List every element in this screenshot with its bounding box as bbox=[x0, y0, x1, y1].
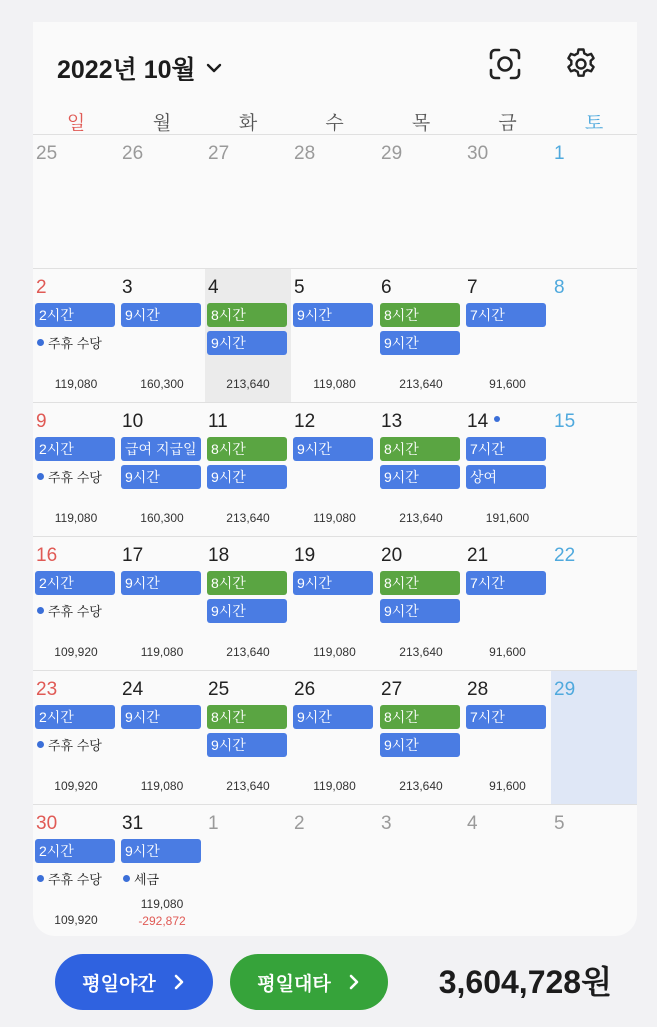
day-cell[interactable] bbox=[378, 671, 464, 805]
day-number-text: 2 bbox=[36, 277, 47, 298]
day-number bbox=[294, 813, 305, 835]
day-cell[interactable] bbox=[291, 537, 378, 671]
day-number bbox=[294, 545, 315, 567]
day-cell[interactable] bbox=[551, 671, 637, 805]
day-number bbox=[208, 411, 228, 433]
day-number bbox=[467, 411, 500, 433]
work-shift-event[interactable]: 2시간 bbox=[35, 705, 115, 729]
work-shift-event[interactable]: 8시간 bbox=[380, 571, 460, 595]
day-cell[interactable] bbox=[205, 537, 291, 671]
chevron-down-icon bbox=[204, 58, 224, 78]
day-number-text: 19 bbox=[294, 545, 316, 566]
week-row bbox=[33, 402, 637, 536]
work-shift-event[interactable]: 8시간 bbox=[207, 705, 287, 729]
month-selector[interactable] bbox=[57, 50, 224, 86]
day-number bbox=[294, 411, 315, 433]
daily-pay-amount: 119,080 bbox=[54, 377, 98, 391]
weekday-substitute-button[interactable] bbox=[230, 954, 388, 1010]
day-cell[interactable] bbox=[119, 403, 205, 537]
allowance-tag-text: 주휴 수당 bbox=[48, 336, 102, 351]
daily-pay-amount: 160,300 bbox=[140, 377, 184, 391]
day-cell[interactable] bbox=[464, 269, 551, 403]
daily-pay-amount: 213,640 bbox=[226, 377, 270, 391]
day-number-text: 5 bbox=[294, 277, 305, 298]
work-shift-event[interactable]: 2시간 bbox=[35, 571, 115, 595]
day-number-text: 14 bbox=[467, 411, 489, 432]
day-cell[interactable] bbox=[205, 805, 291, 936]
day-cell[interactable] bbox=[119, 269, 205, 403]
day-number bbox=[467, 679, 488, 701]
day-number bbox=[122, 143, 143, 165]
allowance-tag bbox=[37, 467, 102, 486]
day-number-text: 13 bbox=[381, 411, 403, 432]
day-number-text: 7 bbox=[467, 277, 478, 298]
day-number-text: 30 bbox=[36, 813, 58, 834]
weekday-night-label: 평일야간 bbox=[82, 973, 156, 995]
day-number-text: 12 bbox=[294, 411, 316, 432]
day-number bbox=[122, 545, 143, 567]
day-number-text: 1 bbox=[554, 143, 565, 164]
daily-pay-amount: 191,600 bbox=[485, 511, 530, 525]
day-cell[interactable] bbox=[378, 135, 464, 269]
work-shift-event[interactable]: 8시간 bbox=[380, 437, 460, 461]
day-number-text: 2 bbox=[294, 813, 305, 834]
day-number bbox=[467, 277, 478, 299]
day-number bbox=[554, 143, 565, 165]
day-number bbox=[122, 813, 143, 835]
work-shift-event[interactable]: 8시간 bbox=[380, 303, 460, 327]
work-shift-event[interactable]: 9시간 bbox=[207, 733, 287, 757]
day-number bbox=[208, 679, 229, 701]
allowance-tag bbox=[123, 869, 159, 888]
work-shift-event[interactable]: 9시간 bbox=[207, 599, 287, 623]
day-number bbox=[294, 143, 315, 165]
work-shift-event[interactable]: 7시간 bbox=[466, 705, 546, 729]
bullet-icon bbox=[37, 741, 44, 748]
daily-pay-amount: 91,600 bbox=[489, 645, 526, 659]
month-title: 2022년 10월 bbox=[57, 56, 196, 84]
daily-pay-amount: 213,640 bbox=[399, 511, 443, 525]
day-number-text: 25 bbox=[208, 679, 230, 700]
weekday-label: 수 bbox=[325, 113, 344, 134]
day-number bbox=[381, 411, 402, 433]
daily-pay-amount: 213,640 bbox=[399, 779, 443, 793]
chevron-right-icon bbox=[347, 973, 361, 991]
day-cell[interactable] bbox=[33, 135, 119, 269]
day-cell[interactable] bbox=[33, 537, 119, 671]
allowance-tag bbox=[37, 333, 102, 352]
daily-pay-amount: 119,080 bbox=[313, 511, 356, 525]
work-shift-event[interactable]: 9시간 bbox=[207, 331, 287, 355]
day-number-text: 18 bbox=[208, 545, 230, 566]
day-number bbox=[381, 679, 402, 701]
day-number-text: 22 bbox=[554, 545, 576, 566]
day-cell[interactable] bbox=[33, 269, 119, 403]
day-cell[interactable] bbox=[291, 135, 378, 269]
day-number-text: 11 bbox=[208, 411, 228, 432]
bullet-icon bbox=[37, 339, 44, 346]
work-shift-event[interactable]: 9시간 bbox=[121, 465, 201, 489]
day-cell[interactable] bbox=[551, 805, 637, 936]
work-shift-event[interactable]: 9시간 bbox=[293, 571, 373, 595]
work-shift-event[interactable]: 9시간 bbox=[380, 599, 460, 623]
work-shift-event[interactable]: 8시간 bbox=[207, 303, 287, 327]
day-number bbox=[208, 277, 219, 299]
day-cell[interactable] bbox=[464, 135, 551, 269]
daily-pay-amount: 213,640 bbox=[226, 645, 270, 659]
daily-pay-amount: 213,640 bbox=[226, 779, 270, 793]
day-number-text: 25 bbox=[36, 143, 58, 164]
work-shift-event[interactable]: 7시간 bbox=[466, 571, 546, 595]
weekday-label: 금 bbox=[498, 113, 517, 134]
day-number bbox=[554, 545, 575, 567]
day-cell[interactable] bbox=[551, 135, 637, 269]
day-number-text: 26 bbox=[294, 679, 316, 700]
daily-pay-amount: 109,920 bbox=[54, 779, 98, 793]
day-number-text: 1 bbox=[208, 813, 219, 834]
daily-pay-amount: 213,640 bbox=[226, 511, 270, 525]
allowance-tag-text: 주휴 수당 bbox=[48, 738, 102, 753]
day-number bbox=[122, 411, 143, 433]
day-number-text: 29 bbox=[381, 143, 403, 164]
daily-pay-amount: 91,600 bbox=[489, 377, 526, 391]
day-number-text: 27 bbox=[208, 143, 230, 164]
day-number-text: 4 bbox=[208, 277, 219, 298]
day-number bbox=[36, 679, 57, 701]
work-shift-event[interactable]: 8시간 bbox=[207, 571, 287, 595]
bullet-icon bbox=[37, 875, 44, 882]
day-number bbox=[381, 813, 392, 835]
day-number bbox=[467, 545, 488, 567]
day-number bbox=[554, 411, 575, 433]
daily-pay-amount: 119,080 bbox=[140, 897, 184, 911]
day-number-text: 28 bbox=[294, 143, 316, 164]
day-number bbox=[36, 143, 57, 165]
work-shift-event[interactable]: 9시간 bbox=[380, 465, 460, 489]
allowance-tag-text: 주휴 수당 bbox=[48, 470, 102, 485]
daily-pay-amount: 119,080 bbox=[313, 779, 356, 793]
daily-pay-amount: 119,080 bbox=[313, 377, 356, 391]
daily-pay-amount: 119,080 bbox=[313, 645, 356, 659]
allowance-tag bbox=[37, 601, 102, 620]
day-number-text: 5 bbox=[554, 813, 565, 834]
day-number-text: 28 bbox=[467, 679, 489, 700]
total-amount: 3,604,728원 bbox=[438, 964, 612, 1000]
daily-pay-amount: 213,640 bbox=[399, 645, 443, 659]
day-number bbox=[467, 813, 478, 835]
day-number bbox=[122, 679, 143, 701]
day-number bbox=[208, 813, 219, 835]
chevron-right-icon bbox=[172, 973, 186, 991]
day-number-text: 15 bbox=[554, 411, 576, 432]
bullet-icon bbox=[123, 875, 130, 882]
day-cell[interactable] bbox=[464, 805, 551, 936]
work-shift-event[interactable]: 9시간 bbox=[293, 303, 373, 327]
work-shift-event[interactable]: 9시간 bbox=[121, 705, 201, 729]
daily-pay-amount: 109,920 bbox=[54, 913, 98, 927]
day-cell[interactable] bbox=[119, 671, 205, 805]
scan-icon[interactable] bbox=[487, 46, 523, 82]
daily-pay-amount: 91,600 bbox=[489, 779, 526, 793]
day-number-text: 10 bbox=[122, 411, 144, 432]
day-number-text: 8 bbox=[554, 277, 565, 298]
day-number-text: 21 bbox=[467, 545, 489, 566]
bottom-bar bbox=[0, 936, 657, 1027]
daily-pay-amount: 119,080 bbox=[140, 645, 184, 659]
day-number bbox=[36, 813, 57, 835]
day-cell[interactable] bbox=[119, 135, 205, 269]
day-cell[interactable] bbox=[551, 403, 637, 537]
weekday-header bbox=[33, 108, 637, 134]
day-cell[interactable] bbox=[119, 805, 205, 936]
week-row bbox=[33, 804, 637, 936]
work-shift-event[interactable]: 9시간 bbox=[121, 571, 201, 595]
bullet-icon bbox=[37, 473, 44, 480]
week-row bbox=[33, 134, 637, 268]
work-shift-event[interactable]: 9시간 bbox=[380, 331, 460, 355]
day-number-text: 30 bbox=[467, 143, 489, 164]
bullet-icon bbox=[37, 607, 44, 614]
weekday-label: 화 bbox=[238, 113, 258, 134]
allowance-tag-text: 세금 bbox=[134, 872, 160, 887]
work-shift-event[interactable]: 상여 bbox=[466, 465, 546, 489]
day-cell[interactable] bbox=[378, 805, 464, 936]
day-number-text: 26 bbox=[122, 143, 144, 164]
day-cell[interactable] bbox=[291, 671, 378, 805]
day-number-text: 23 bbox=[36, 679, 58, 700]
work-shift-event[interactable]: 9시간 bbox=[121, 303, 201, 327]
work-shift-event[interactable]: 7시간 bbox=[466, 437, 546, 461]
day-number-text: 24 bbox=[122, 679, 144, 700]
daily-pay-amount: 213,640 bbox=[399, 377, 443, 391]
day-number bbox=[122, 277, 133, 299]
day-number-text: 16 bbox=[36, 545, 58, 566]
work-shift-event[interactable]: 9시간 bbox=[380, 733, 460, 757]
week-row bbox=[33, 670, 637, 804]
allowance-tag bbox=[37, 735, 102, 754]
day-number bbox=[381, 545, 402, 567]
day-number-text: 27 bbox=[381, 679, 403, 700]
work-shift-event[interactable]: 8시간 bbox=[207, 437, 287, 461]
weekday-substitute-label: 평일대타 bbox=[257, 973, 331, 995]
day-cell[interactable] bbox=[378, 403, 464, 537]
work-shift-event[interactable]: 9시간 bbox=[121, 839, 201, 863]
work-shift-event[interactable]: 9시간 bbox=[293, 705, 373, 729]
week-row bbox=[33, 536, 637, 670]
day-number bbox=[36, 411, 47, 433]
weekday-label: 목 bbox=[411, 113, 431, 134]
weekday-night-button[interactable] bbox=[55, 954, 213, 1010]
day-cell[interactable] bbox=[291, 269, 378, 403]
day-cell[interactable] bbox=[551, 537, 637, 671]
work-shift-event[interactable]: 9시간 bbox=[293, 437, 373, 461]
daily-pay-amount: 119,080 bbox=[140, 779, 184, 793]
day-number bbox=[36, 545, 57, 567]
day-cell[interactable] bbox=[291, 403, 378, 537]
day-number bbox=[208, 143, 229, 165]
day-cell[interactable] bbox=[464, 671, 551, 805]
work-shift-event[interactable]: 급여 지급일 bbox=[121, 437, 201, 461]
day-number-text: 17 bbox=[122, 545, 144, 566]
work-shift-event[interactable]: 2시간 bbox=[35, 437, 115, 461]
day-cell[interactable] bbox=[464, 537, 551, 671]
day-cell[interactable] bbox=[378, 537, 464, 671]
day-number bbox=[554, 813, 565, 835]
day-number bbox=[467, 143, 488, 165]
weekday-label: 월 bbox=[152, 113, 172, 134]
day-number bbox=[381, 277, 392, 299]
day-cell[interactable] bbox=[551, 269, 637, 403]
daily-pay-amount: 119,080 bbox=[54, 511, 98, 525]
day-cell[interactable] bbox=[205, 671, 291, 805]
day-number bbox=[554, 277, 565, 299]
day-cell[interactable] bbox=[205, 135, 291, 269]
calendar-panel bbox=[33, 22, 637, 936]
day-number-text: 4 bbox=[467, 813, 478, 834]
daily-deduction-amount: -292,872 bbox=[138, 914, 186, 928]
day-cell[interactable] bbox=[33, 403, 119, 537]
week-row bbox=[33, 268, 637, 402]
day-number-text: 9 bbox=[36, 411, 47, 432]
day-number bbox=[294, 679, 315, 701]
day-number bbox=[208, 545, 229, 567]
allowance-tag bbox=[37, 869, 102, 888]
allowance-tag-text: 주휴 수당 bbox=[48, 604, 102, 619]
work-shift-event[interactable]: 7시간 bbox=[466, 303, 546, 327]
day-number-text: 6 bbox=[381, 277, 392, 298]
day-cell[interactable] bbox=[33, 671, 119, 805]
allowance-tag-text: 주휴 수당 bbox=[48, 872, 102, 887]
work-shift-event[interactable]: 9시간 bbox=[207, 465, 287, 489]
event-dot bbox=[494, 416, 500, 422]
day-cell[interactable] bbox=[33, 805, 119, 936]
day-number bbox=[381, 143, 402, 165]
day-cell[interactable] bbox=[291, 805, 378, 936]
day-cell[interactable] bbox=[205, 403, 291, 537]
work-shift-event[interactable]: 2시간 bbox=[35, 303, 115, 327]
day-number bbox=[36, 277, 47, 299]
day-cell[interactable] bbox=[205, 269, 291, 403]
day-cell[interactable] bbox=[464, 403, 551, 537]
gear-icon[interactable] bbox=[563, 46, 599, 82]
day-cell[interactable] bbox=[378, 269, 464, 403]
day-number-text: 29 bbox=[554, 679, 576, 700]
day-cell[interactable] bbox=[119, 537, 205, 671]
work-shift-event[interactable]: 2시간 bbox=[35, 839, 115, 863]
daily-pay-amount: 160,300 bbox=[140, 511, 184, 525]
day-number-text: 31 bbox=[122, 813, 144, 834]
day-number-text: 3 bbox=[122, 277, 133, 298]
day-number-text: 20 bbox=[381, 545, 403, 566]
weekday-label: 토 bbox=[584, 113, 604, 134]
day-number-text: 3 bbox=[381, 813, 392, 834]
work-shift-event[interactable]: 8시간 bbox=[380, 705, 460, 729]
weekday-label: 일 bbox=[66, 113, 86, 134]
day-number bbox=[554, 679, 575, 701]
day-number bbox=[294, 277, 305, 299]
daily-pay-amount: 109,920 bbox=[54, 645, 98, 659]
